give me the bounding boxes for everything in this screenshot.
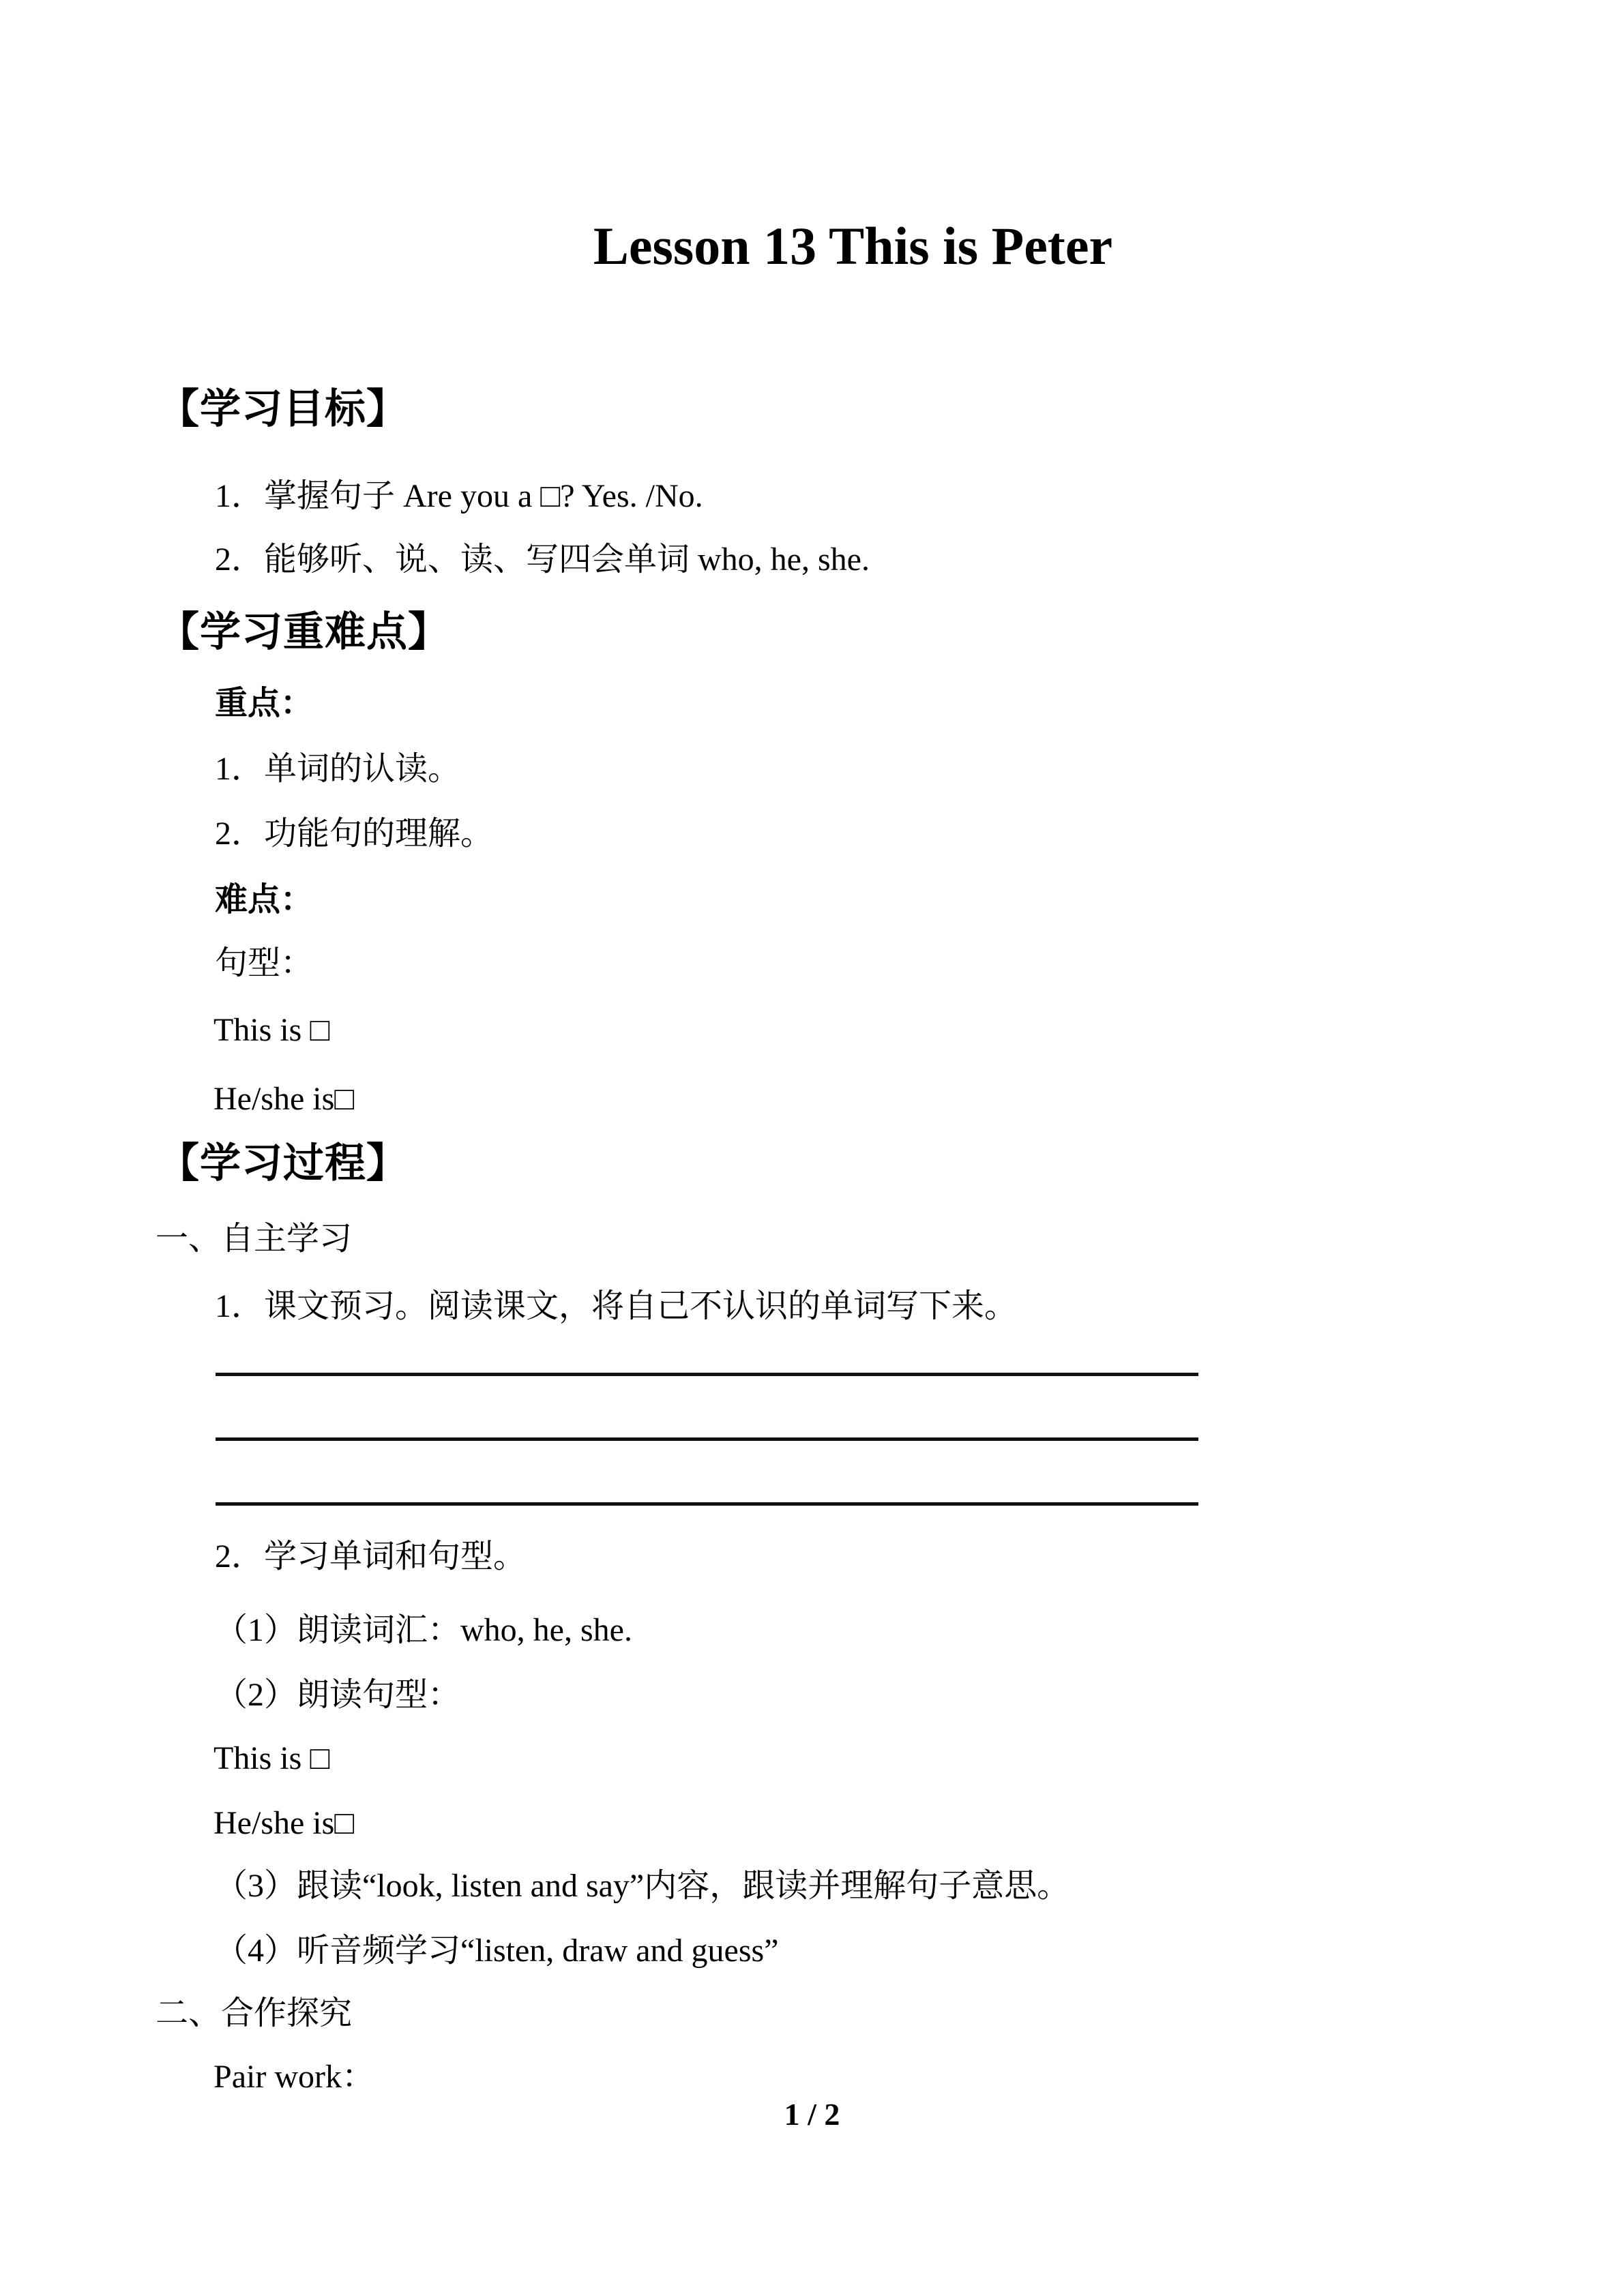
substep-2-pattern-this-is: This is □	[213, 1740, 330, 1776]
page-number: 1 / 2	[784, 2097, 840, 2132]
write-in-blank-line-1	[216, 1373, 1198, 1376]
document-title: Lesson 13 This is Peter	[593, 216, 1113, 275]
part-1-heading: 一、自主学习	[156, 1221, 353, 1257]
key-point-2: 2．功能句的理解。	[215, 816, 494, 852]
sentence-pattern-label: 句型：	[215, 945, 314, 981]
difficult-points-label: 难点：	[215, 882, 314, 918]
goal-item-2: 2．能够听、说、读、写四会单词 who, he, she.	[215, 541, 870, 578]
section-heading-key-difficult-points: 【学习重难点】	[158, 610, 449, 655]
write-in-blank-line-3	[216, 1502, 1198, 1506]
process-substep-2: （2）朗读句型：	[215, 1677, 461, 1713]
write-in-blank-line-2	[216, 1437, 1198, 1441]
goal-item-1: 1．掌握句子 Are you a □? Yes. /No.	[215, 478, 703, 514]
process-substep-1: （1）朗读词汇：who, he, she.	[215, 1612, 632, 1648]
process-step-1: 1．课文预习。阅读课文，将自己不认识的单词写下来。	[215, 1288, 1018, 1324]
pair-work-label: Pair work：	[213, 2059, 374, 2095]
process-step-2: 2．学习单词和句型。	[215, 1538, 527, 1575]
part-2-heading: 二、合作探究	[156, 1995, 353, 2031]
sentence-pattern-this-is: This is □	[213, 1012, 330, 1048]
substep-2-pattern-he-she-is: He/she is□	[213, 1805, 355, 1841]
process-substep-4: （4）听音频学习“listen, draw and guess”	[215, 1933, 779, 1969]
sentence-pattern-he-she-is: He/she is□	[213, 1081, 355, 1117]
process-substep-3: （3）跟读“look, listen and say”内容，跟读并理解句子意思。	[215, 1868, 1070, 1904]
key-point-1: 1．单词的认读。	[215, 751, 461, 787]
section-heading-goals: 【学习目标】	[158, 387, 408, 432]
key-points-label: 重点：	[215, 685, 314, 721]
section-heading-process: 【学习过程】	[158, 1141, 408, 1186]
